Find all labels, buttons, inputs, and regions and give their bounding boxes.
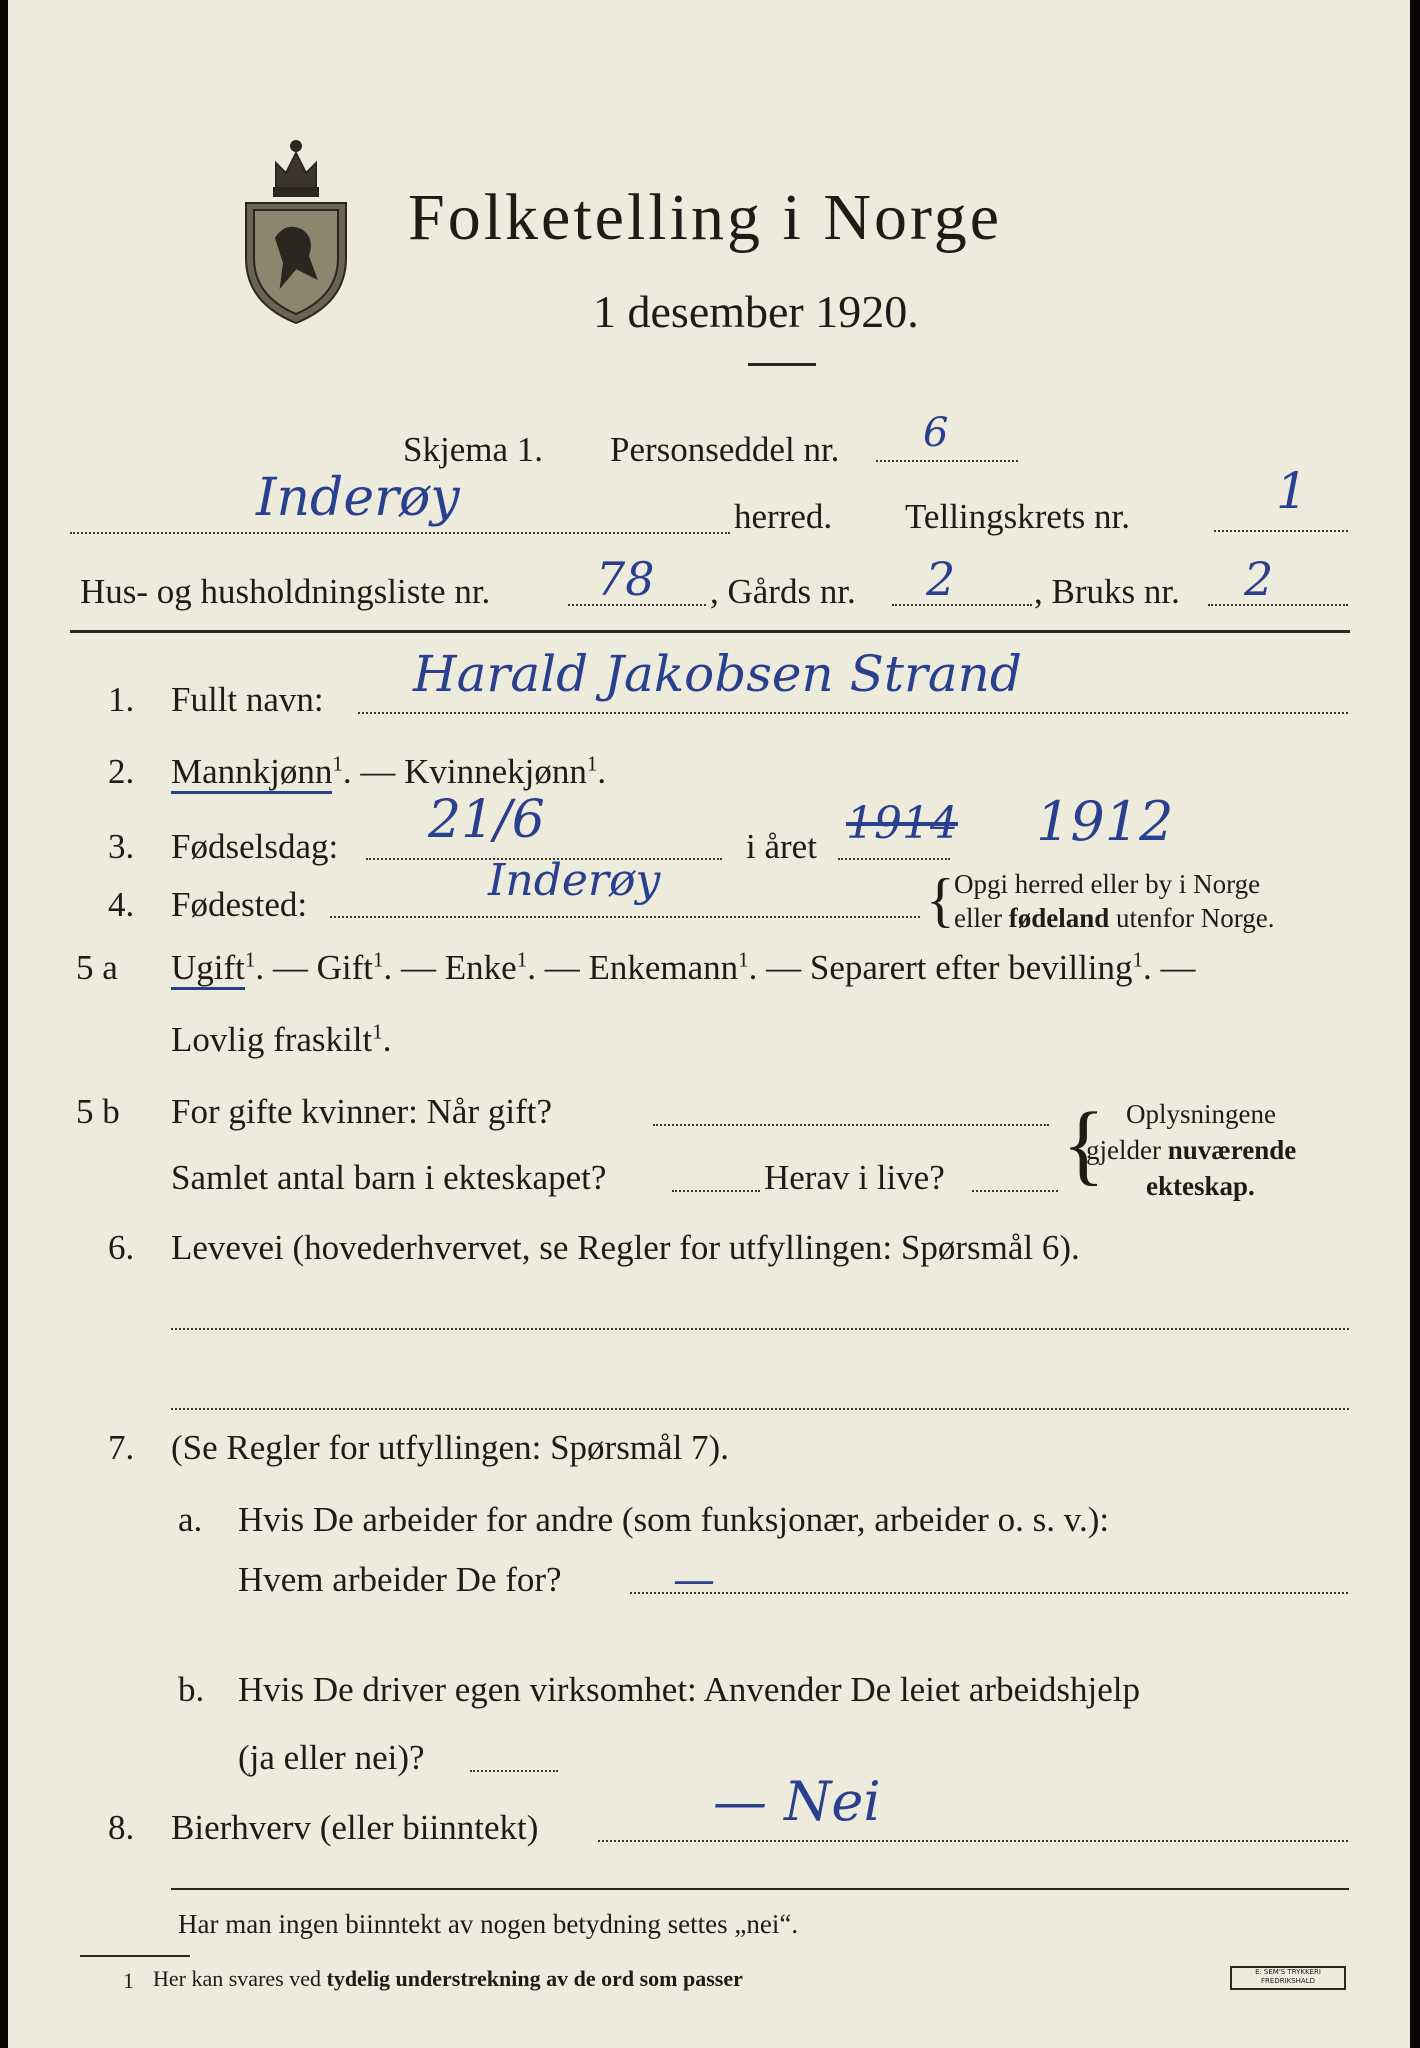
footnote-mark: 1 [123, 1968, 134, 1993]
occupation-dots-1 [171, 1328, 1349, 1330]
q4-label: Fødested: [171, 885, 308, 924]
fraskilt-line: Lovlig fraskilt$^1$. [171, 1019, 392, 1059]
q2-end: . [597, 752, 607, 791]
q5b-note2-b: nuværende [1167, 1135, 1297, 1165]
q5a-dash-2: . — [383, 948, 445, 987]
gards-dots [892, 604, 1032, 606]
bruks-value[interactable]: 2 [1244, 552, 1274, 606]
enke-option[interactable]: Enke [444, 948, 517, 987]
q3-label: Fødselsdag: [171, 827, 339, 866]
q1-number: 1. [108, 680, 135, 719]
header-divider [70, 630, 1350, 633]
birthplace-dots [330, 916, 920, 918]
q2-number: 2. [108, 752, 135, 791]
personseddel-dots [876, 460, 1018, 462]
birthday-value[interactable]: 21/6 [428, 790, 545, 850]
enke-footnote-mark: 1 [516, 947, 528, 972]
q4-number: 4. [108, 885, 135, 924]
birthplace-value[interactable]: Inderøy [488, 855, 661, 906]
q5b-number: 5 b [76, 1092, 120, 1131]
hired-help-dots [470, 1770, 558, 1772]
year-struck-value: 1914 [846, 798, 958, 849]
footer-divider [171, 1888, 1349, 1890]
married-when-dots [653, 1124, 1049, 1126]
q5b-line1: For gifte kvinner: Når gift? [171, 1092, 553, 1131]
census-form-sheet [8, 0, 1410, 2048]
q5a-dash-1: . — [255, 948, 317, 987]
printer-stamp [1230, 1966, 1346, 1990]
tellingskrets-value[interactable]: 1 [1276, 462, 1308, 520]
q2-male-footnote-mark: 1 [332, 751, 343, 776]
q7a-line2: Hvem arbeider De for? [238, 1560, 562, 1599]
footnote-text-a: Her kan svares ved [153, 1966, 327, 1991]
herred-value[interactable]: Inderøy [256, 468, 460, 528]
enkemann-option[interactable]: Enkemann [588, 948, 739, 987]
q5b-brace: { [1062, 1095, 1106, 1194]
q5b-note2 [1086, 1134, 1296, 1166]
q2-options [171, 752, 606, 792]
gards-label: , Gårds nr. [710, 572, 856, 611]
fraskilt-footnote-mark: 1 [372, 1019, 383, 1044]
bruks-dots [1208, 604, 1348, 606]
skjema-label: Skjema 1. [403, 430, 543, 469]
q7-number: 7. [108, 1428, 135, 1467]
female-option[interactable]: Kvinnekjønn [404, 752, 587, 791]
full-name-value[interactable]: Harald Jakobsen Strand [413, 645, 1022, 703]
ugift-option[interactable]: Ugift [171, 948, 245, 990]
q7b-line1: Hvis De driver egen virksomhet: Anvender De leiet arbeidshjelp [238, 1670, 1140, 1709]
q7-label: (Se Regler for utfyllingen: Spørsmål 7). [171, 1428, 729, 1467]
q5b-note3: ekteskap. [1146, 1171, 1255, 1201]
children-alive-dots [972, 1190, 1058, 1192]
separert-option[interactable]: Separert efter bevilling [809, 948, 1133, 987]
form-title: Folketelling i Norge [408, 181, 1003, 254]
q5a-dash-4: . — [748, 948, 810, 987]
q5a-number: 5 a [76, 948, 118, 987]
q7b-line2: (ja eller nei)? [238, 1738, 425, 1777]
year-label: i året [746, 827, 817, 866]
title-divider [748, 363, 816, 366]
side-income-dots [598, 1840, 1348, 1842]
birth-year-value[interactable]: 1912 [1036, 790, 1174, 853]
q2-separator: . — [342, 752, 405, 791]
q4-brace: { [926, 867, 955, 933]
hus-label: Hus- og husholdningsliste nr. [80, 572, 491, 611]
footnote-text-b: tydelig understrekning av de ord som passer [326, 1966, 743, 1991]
q5a-options [171, 948, 1196, 988]
q3-number: 3. [108, 827, 135, 866]
birthplace-note-line1: Opgi herred eller by i Norge [954, 869, 1261, 899]
herred-label: herred. [734, 497, 833, 536]
q5a-dash-3: . — [527, 948, 589, 987]
ugift-footnote-mark: 1 [244, 947, 256, 972]
q8-label: Bierhverv (eller biinntekt) [171, 1808, 539, 1847]
tellingskrets-dots [1214, 530, 1348, 532]
footnote-rule [80, 1955, 190, 1957]
birthplace-note-line2-b: fødeland [1008, 903, 1110, 933]
q5b-note1: Oplysningene [1126, 1099, 1276, 1129]
q7a-line1: Hvis De arbeider for andre (som funksjonær, arbeider o. s. v.): [238, 1500, 1110, 1539]
birthplace-note-line2-a: eller [954, 903, 1009, 933]
footnote-text [153, 1966, 743, 1992]
children-count-dots [672, 1190, 760, 1192]
coat-of-arms-seal [236, 118, 356, 328]
gift-option[interactable]: Gift [316, 948, 374, 987]
q1-dots [358, 712, 1348, 714]
employer-value[interactable]: — [673, 1555, 715, 1604]
gift-footnote-mark: 1 [373, 947, 384, 972]
separert-footnote-mark: 1 [1132, 947, 1144, 972]
occupation-dots-2 [171, 1408, 1349, 1410]
q1-label: Fullt navn: [171, 680, 324, 719]
q6-label: Levevei (hovederhvervet, se Regler for utfyllingen: Spørsmål 6). [171, 1228, 1080, 1267]
birthplace-note-line2 [954, 902, 1274, 934]
herred-dots [70, 532, 730, 534]
hus-value[interactable]: 78 [596, 552, 655, 606]
fraskilt-option[interactable]: Lovlig fraskilt [171, 1020, 373, 1059]
enkemann-footnote-mark: 1 [738, 947, 749, 972]
q7a-number: a. [178, 1500, 203, 1539]
census-date: 1 desember 1920. [593, 286, 919, 337]
q5b-note2-a: gjelder [1086, 1135, 1168, 1165]
q5b-line2a: Samlet antal barn i ekteskapet? [171, 1158, 607, 1197]
q8-number: 8. [108, 1808, 135, 1847]
personseddel-value[interactable]: 6 [923, 410, 949, 456]
employer-dots [630, 1592, 1348, 1594]
bruks-label: , Bruks nr. [1034, 572, 1180, 611]
tellingskrets-label: Tellingskrets nr. [905, 497, 1131, 536]
gards-value[interactable]: 2 [926, 552, 956, 606]
birthplace-note-line2-c: utenfor Norge. [1109, 903, 1275, 933]
q7b-number: b. [178, 1670, 205, 1709]
printer-stamp-text: E. SEM'S TRYKKERI FREDRIKSHALD [1255, 1968, 1321, 1985]
q5a-end: . — [1143, 948, 1196, 987]
male-option[interactable]: Mannkjønn [171, 752, 332, 794]
q6-number: 6. [108, 1228, 135, 1267]
side-income-value[interactable]: — Nei [713, 1770, 881, 1833]
q5b-line2b: Herav i live? [764, 1158, 945, 1197]
year-dots [838, 858, 950, 860]
q2-female-footnote-mark: 1 [586, 751, 598, 776]
personseddel-label: Personseddel nr. [610, 430, 840, 469]
footer-note: Har man ingen biinntekt av nogen betydning settes „nei“. [178, 1909, 799, 1939]
